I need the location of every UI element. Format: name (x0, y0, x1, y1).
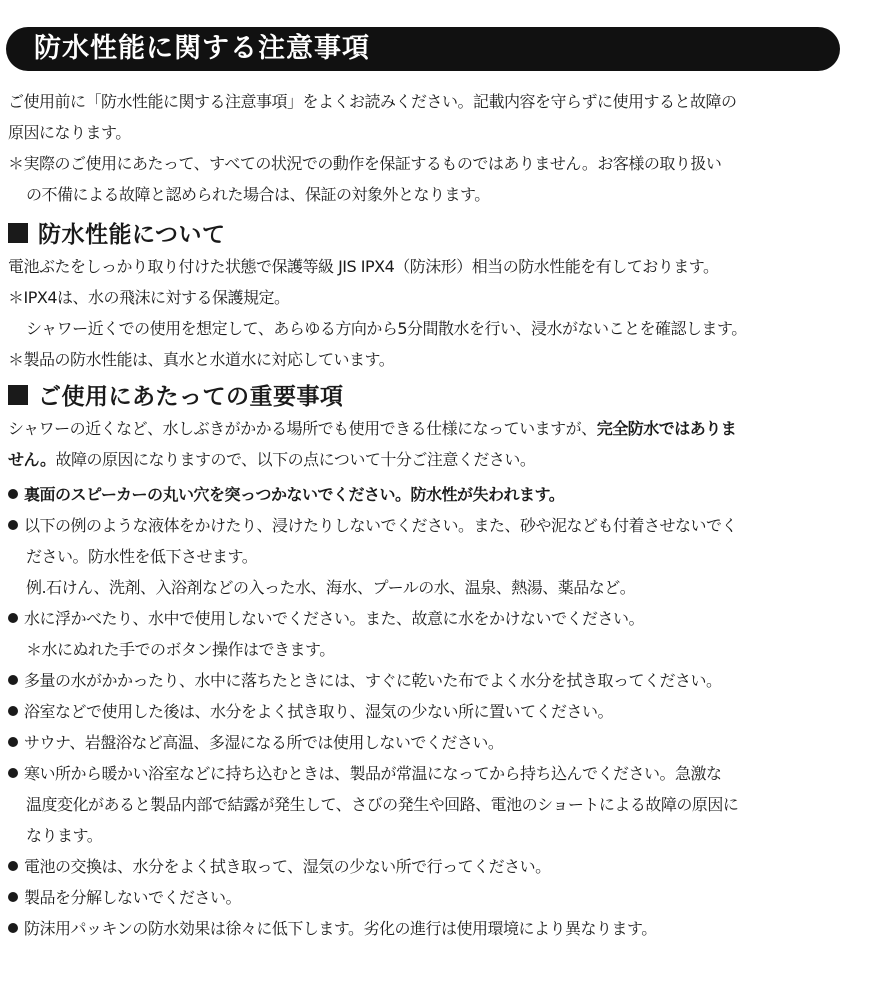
bullet-dot-icon (8, 520, 18, 530)
intro-line: 原因になります。 (8, 123, 131, 142)
bullet-item: 以下の例のような液体をかけたり、浸けたりしないでください。また、砂や泥なども付着させないでく (8, 515, 737, 537)
bullet-item: 防沫用パッキンの防水効果は徐々に低下します。劣化の進行は使用環境により異なります。 (8, 918, 657, 940)
bullet-continuation: 例.石けん、洗剤、入浴剤などの入った水、海水、プールの水、温泉、熱湯、薬品など。 (26, 578, 636, 597)
section1-note: ＊製品の防水性能は、真水と水道水に対応しています。 (8, 350, 395, 369)
bullet-continuation: なります。 (26, 826, 103, 845)
bullet-dot-icon (8, 737, 18, 747)
section-heading-text: 防水性能について (38, 222, 226, 248)
section-heading-important (8, 382, 344, 412)
paragraph-text: 故障の原因になりますので、以下の点について十分ご注意ください。 (55, 450, 536, 469)
section-heading-waterproof (8, 220, 226, 250)
bullet-item: サウナ、岩盤浴など高温、多湿になる所では使用しないでください。 (8, 732, 503, 754)
section-heading-text: ご使用にあたっての重要事項 (38, 384, 344, 410)
intro-note: の不備による故障と認められた場合は、保証の対象外となります。 (26, 185, 490, 204)
bullet-item: 裏面のスピーカーの丸い穴を突っつかないでください。防水性が失われます。 (8, 484, 564, 506)
bullet-dot-icon (8, 706, 18, 716)
bullet-dot-icon (8, 675, 18, 685)
paragraph-emphasis: せん。 (8, 450, 56, 469)
section1-line: 電池ぶたをしっかり取り付けた状態で保護等級 JIS IPX4（防沫形）相当の防水性能を有しております。 (8, 257, 719, 276)
bullet-dot-icon (8, 768, 18, 778)
bullet-item: 水に浮かべたり、水中で使用しないでください。また、故意に水をかけないでください。 (8, 608, 644, 630)
bullet-item: 製品を分解しないでください。 (8, 887, 241, 909)
intro-note: ＊実際のご使用にあたって、すべての状況での動作を保証するものではありません。お客様の取り扱い (8, 154, 722, 173)
paragraph-text: シャワーの近くなど、水しぶきがかかる場所でも使用できる仕様になっていますが、 (8, 419, 597, 438)
square-bullet-icon (8, 385, 28, 405)
bullet-dot-icon (8, 923, 18, 933)
bullet-continuation: ＊水にぬれた手でのボタン操作はできます。 (26, 640, 335, 659)
page-title: 防水性能に関する注意事項 (34, 33, 370, 64)
paragraph-emphasis: 完全防水ではありま (596, 419, 737, 438)
bullet-dot-icon (8, 489, 18, 499)
section1-line: シャワー近くでの使用を想定して、あらゆる方向から5分間散水を行い、浸水がないことを確認します。 (26, 319, 747, 338)
bullet-continuation: 温度変化があると製品内部で結露が発生して、さびの発生や回路、電池のショートによる故障の原因に (26, 795, 739, 814)
square-bullet-icon (8, 223, 28, 243)
bullet-dot-icon (8, 892, 18, 902)
bullet-item: 多量の水がかかったり、水中に落ちたときには、すぐに乾いた布でよく水分を拭き取ってください。 (8, 670, 722, 692)
intro-line: ご使用前に「防水性能に関する注意事項」をよくお読みください。記載内容を守らずに使用すると故障の (8, 92, 737, 111)
bullet-continuation: ださい。防水性を低下させます。 (26, 547, 258, 566)
section2-paragraph (8, 449, 535, 471)
bullet-dot-icon (8, 861, 18, 871)
title-banner (6, 27, 840, 71)
bullet-item: 浴室などで使用した後は、水分をよく拭き取り、湿気の少ない所に置いてください。 (8, 701, 613, 723)
section2-paragraph (8, 418, 736, 440)
bullet-item: 寒い所から暖かい浴室などに持ち込むときは、製品が常温になってから持ち込んでください。急激な (8, 763, 722, 785)
bullet-dot-icon (8, 613, 18, 623)
bullet-item: 電池の交換は、水分をよく拭き取って、湿気の少ない所で行ってください。 (8, 856, 551, 878)
section1-note: ＊IPX4は、水の飛沫に対する保護規定。 (8, 288, 290, 307)
